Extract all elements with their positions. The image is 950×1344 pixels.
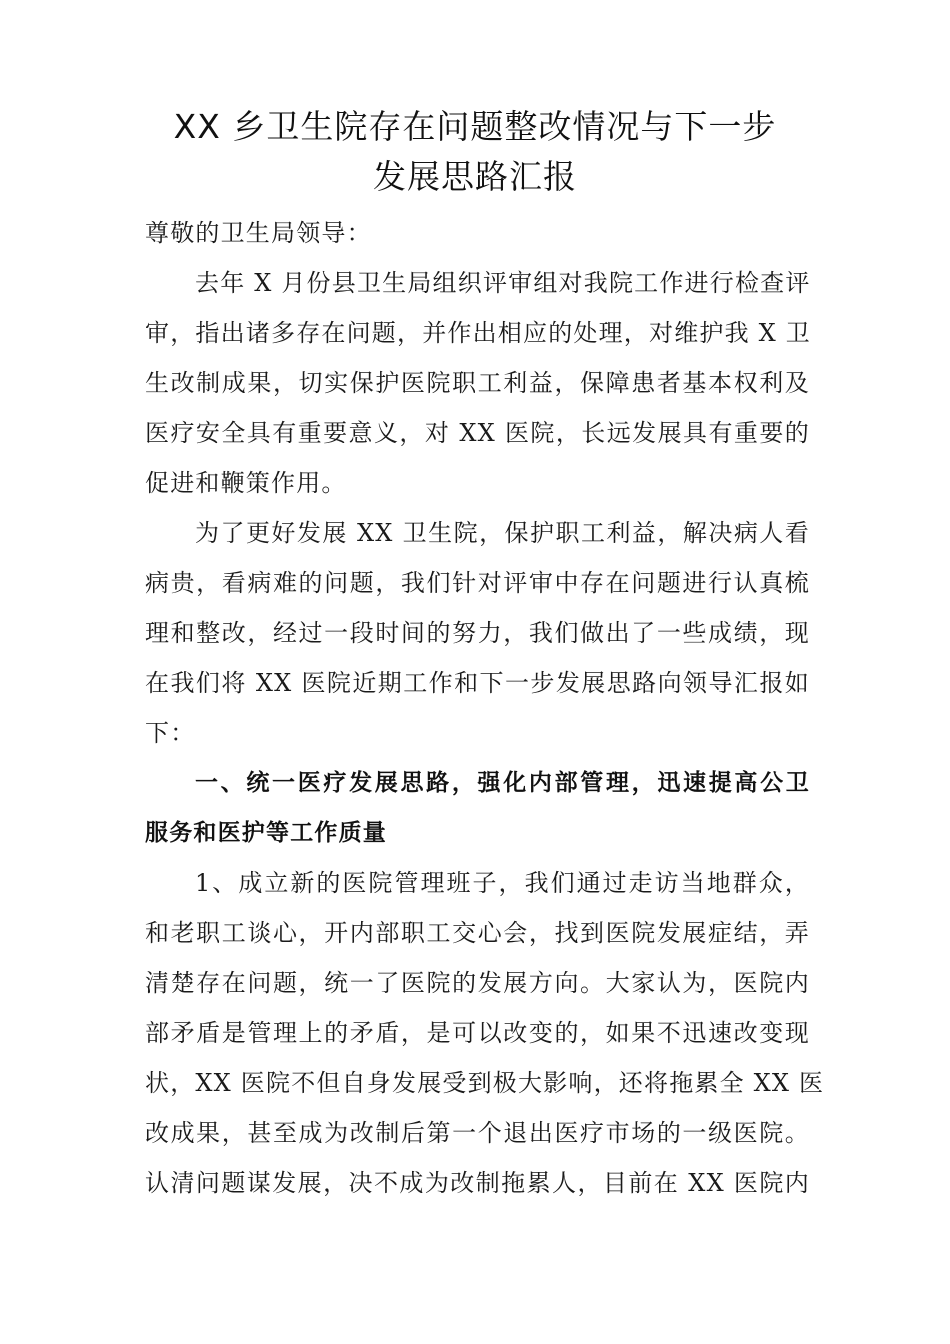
paragraph-line: 理和整改，经过一段时间的努力，我们做出了一些成绩，现 [145, 619, 810, 647]
paragraph-line: 促进和鞭策作用。 [145, 469, 347, 497]
paragraph-line: 为了更好发展 XX 卫生院，保护职工利益，解决病人看 [195, 519, 810, 547]
document-title-line-1: XX 乡卫生院存在问题整改情况与下一步 [173, 107, 777, 146]
paragraph-line: 去年 X 月份县卫生局组织评审组对我院工作进行检查评 [195, 269, 811, 297]
section-heading-line: 服务和医护等工作质量 [145, 820, 387, 846]
paragraph-line: 在我们将 XX 医院近期工作和下一步发展思路向领导汇报如 [145, 669, 810, 697]
paragraph-line: 审，指出诸多存在问题，并作出相应的处理，对维护我 X 卫 [145, 319, 811, 347]
paragraph-line: 病贵，看病难的问题，我们针对评审中存在问题进行认真梳 [145, 569, 810, 597]
paragraph-line: 认清问题谋发展，决不成为改制拖累人，目前在 XX 医院内 [145, 1169, 810, 1197]
paragraph-line: 1、成立新的医院管理班子，我们通过走访当地群众， [195, 869, 810, 897]
paragraph-line: 和老职工谈心，开内部职工交心会，找到医院发展症结，弄 [145, 919, 810, 947]
section-heading-line: 一、统一医疗发展思路，强化内部管理，迅速提高公卫 [195, 770, 810, 796]
document-title-line-2: 发展思路汇报 [373, 157, 577, 196]
paragraph-line: 下： [145, 719, 196, 747]
salutation: 尊敬的卫生局领导： [145, 219, 372, 247]
paragraph-line: 清楚存在问题，统一了医院的发展方向。大家认为，医院内 [145, 969, 810, 997]
paragraph-line: 生改制成果，切实保护医院职工利益，保障患者基本权利及 [145, 369, 810, 397]
paragraph-line: 部矛盾是管理上的矛盾，是可以改变的，如果不迅速改变现 [145, 1019, 810, 1047]
paragraph-line: 医疗安全具有重要意义，对 XX 医院，长远发展具有重要的 [145, 419, 810, 447]
paragraph-line: 改成果，甚至成为改制后第一个退出医疗市场的一级医院。 [145, 1119, 810, 1147]
paragraph-line: 状，XX 医院不但自身发展受到极大影响，还将拖累全 XX 医 [145, 1069, 825, 1097]
